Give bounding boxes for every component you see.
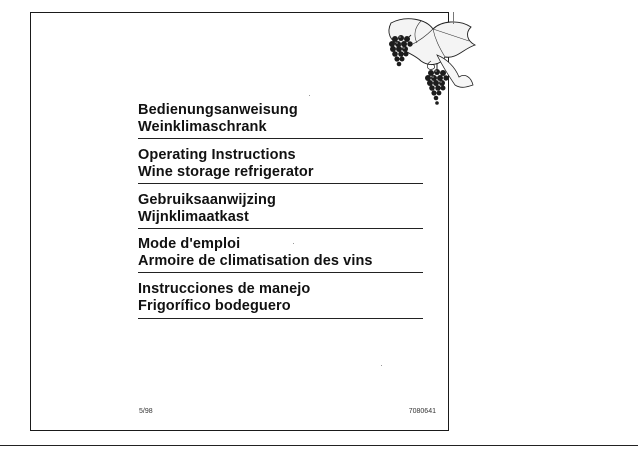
section-subtitle: Frigorífico bodeguero — [138, 298, 291, 314]
scan-speck — [309, 95, 310, 96]
section-subtitle: Wijnklimaatkast — [138, 209, 249, 225]
section-title: Gebruiksaanwijzing — [138, 192, 276, 208]
section-title: Mode d'emploi — [138, 236, 241, 252]
section-title: Operating Instructions — [138, 147, 296, 163]
section-german — [138, 102, 423, 139]
scan-edge-mark — [453, 12, 454, 24]
section-subtitle: Weinklimaschrank — [138, 119, 267, 135]
section-title: Instrucciones de manejo — [138, 281, 311, 297]
section-dutch — [138, 192, 423, 229]
grape-vine-illustration — [371, 15, 477, 111]
manual-cover-page — [30, 12, 449, 431]
section-spanish — [138, 281, 423, 319]
section-english — [138, 147, 423, 184]
scan-speck — [293, 243, 294, 244]
scan-bottom-edge — [0, 445, 638, 446]
section-subtitle: Armoire de climatisation des vins — [138, 253, 373, 269]
scan-speck — [381, 365, 382, 366]
section-title: Bedienungsanweisung — [138, 102, 298, 118]
section-subtitle: Wine storage refrigerator — [138, 164, 314, 180]
section-french — [138, 236, 423, 273]
publication-date: 5/98 — [139, 408, 153, 415]
document-number: 7080641 — [408, 408, 436, 415]
